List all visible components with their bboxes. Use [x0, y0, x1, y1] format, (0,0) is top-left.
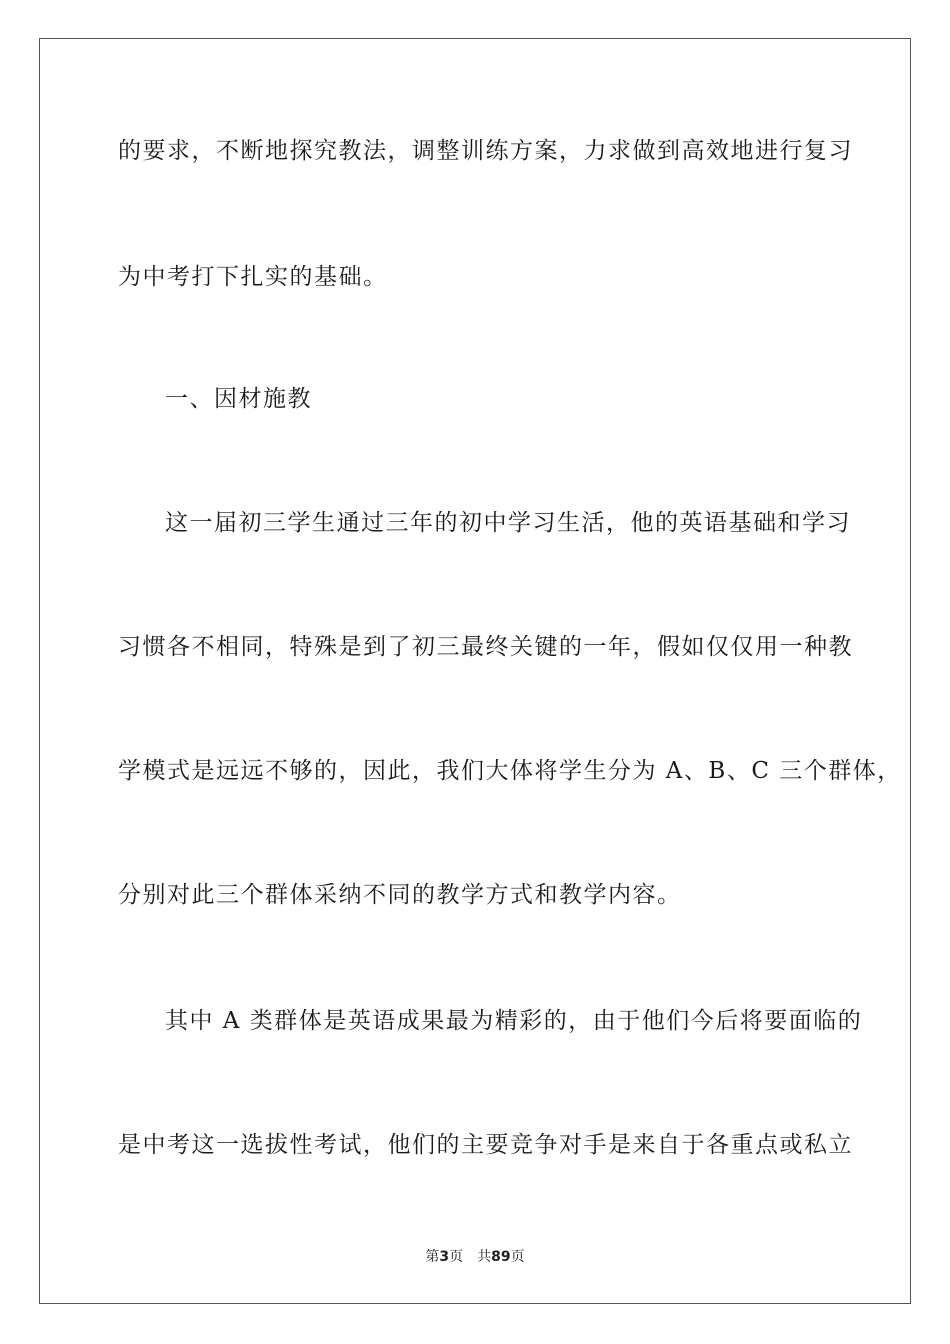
page-unit: 页 — [449, 1249, 464, 1265]
total-prefix: 共 — [477, 1249, 492, 1265]
text-line-7: 分别对此三个群体采纳不同的教学方式和教学内容。 — [118, 882, 682, 908]
page-footer — [0, 1246, 950, 1266]
text-line-4: 这一届初三学生通过三年的初中学习生活，他的英语基础和学习 — [165, 510, 851, 536]
page-total: 89 — [491, 1249, 511, 1265]
page-prefix: 第 — [425, 1249, 440, 1265]
text-line-9: 是中考这一选拔性考试，他们的主要竞争对手是来自于各重点或私立 — [118, 1132, 853, 1158]
text-line-2: 为中考打下扎实的基础。 — [118, 264, 388, 290]
page-border — [39, 38, 911, 1304]
text-line-5: 习惯各不相同，特殊是到了初三最终关键的一年，假如仅仅用一种教 — [118, 634, 853, 660]
text-line-1: 的要求，不断地探究教法，调整训练方案，力求做到高效地进行复习 — [118, 138, 853, 164]
text-line-6: 学模式是远远不够的，因此，我们大体将学生分为 A、B、C 三个群体， — [118, 758, 902, 784]
section-heading: 一、因材施教 — [165, 386, 312, 412]
text-line-8: 其中 A 类群体是英语成果最为精彩的，由于他们今后将要面临的 — [165, 1008, 863, 1034]
total-unit: 页 — [510, 1249, 525, 1265]
page-current: 3 — [439, 1249, 450, 1265]
